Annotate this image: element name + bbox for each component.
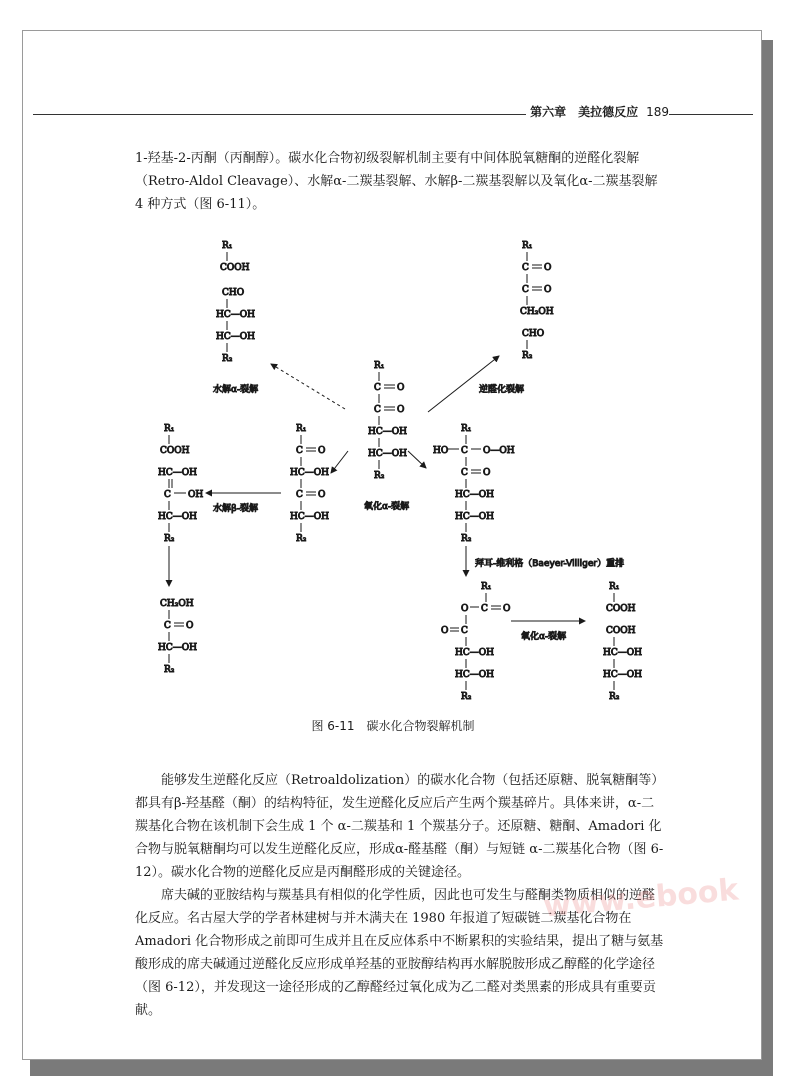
svg-text:CH₂OH: CH₂OH — [160, 599, 194, 609]
svg-text:C: C — [374, 383, 381, 393]
svg-text:CHO: CHO — [522, 329, 545, 339]
svg-text:O: O — [503, 604, 511, 614]
paragraph-2: 能够发生逆醛化反应（Retroaldolization）的碳水化合物（包括还原糖、脱氧糖酮等）都具有β-羟基醛（酮）的结构特征，发生逆醛化反应后产生两个羰基碎片。具体来讲，α-二羰基化合物在该机制下会生成 1 个 α-二羰基和 1 个羰基分子。还原糖、糖酮、Amadori 化合物与脱氧糖酮均可以发生逆醛化反应，形成α-醛基醛（酮）与短链 α-二羰基化合物（图 6-12）。碳水化合物的逆醛化反应是丙酮醛形成的关键途径。 — [135, 773, 665, 880]
svg-text:R₂: R₂ — [522, 351, 533, 361]
svg-text:HC—OH: HC—OH — [368, 427, 407, 437]
svg-text:C: C — [296, 490, 303, 500]
svg-text:OH: OH — [188, 490, 204, 500]
svg-text:C: C — [296, 446, 303, 456]
label-baeyer-villiger: 拜耳-维利格（Baeyer-Villiger）重排 — [475, 559, 625, 569]
svg-text:O: O — [544, 285, 552, 295]
svg-text:R₁: R₁ — [222, 241, 233, 251]
svg-text:O: O — [186, 621, 194, 631]
svg-text:COOH: COOH — [606, 626, 636, 636]
svg-text:HC—OH: HC—OH — [216, 310, 255, 320]
product-retro-aldol — [520, 241, 554, 361]
page-number: 189 — [646, 105, 669, 119]
svg-text:R₁: R₁ — [481, 582, 492, 592]
svg-text:COOH: COOH — [606, 604, 636, 614]
svg-text:C: C — [374, 405, 381, 415]
svg-text:O: O — [318, 490, 326, 500]
svg-text:R₁: R₁ — [461, 424, 472, 434]
svg-text:C: C — [461, 626, 468, 636]
svg-text:R₂: R₂ — [461, 534, 472, 544]
svg-text:C: C — [522, 285, 529, 295]
svg-text:C: C — [481, 604, 488, 614]
chapter-title: 第六章 美拉德反应 — [530, 105, 639, 119]
arrow-to-beta — [331, 451, 348, 473]
product-hydrolysis-beta — [158, 424, 203, 675]
ester-intermediate — [441, 582, 510, 702]
svg-text:O: O — [461, 604, 469, 614]
svg-text:C: C — [461, 446, 468, 456]
svg-text:HC—OH: HC—OH — [455, 648, 494, 658]
svg-text:COOH: COOH — [160, 446, 190, 456]
svg-text:O: O — [544, 263, 552, 273]
svg-text:O: O — [441, 626, 449, 636]
svg-text:R₁: R₁ — [164, 424, 175, 434]
svg-text:R₁: R₁ — [522, 241, 533, 251]
label-retro-aldol: 逆醛化裂解 — [479, 385, 525, 395]
svg-text:O: O — [397, 405, 405, 415]
beta-dicarbonyl-intermediate — [290, 424, 329, 544]
svg-text:HO: HO — [433, 446, 449, 456]
atom-r1: R₁ — [374, 361, 385, 371]
hydroperoxide-intermediate — [433, 424, 515, 544]
svg-text:O—OH: O—OH — [483, 446, 515, 456]
arrow-oxidation-alpha — [408, 451, 426, 468]
svg-text:COOH: COOH — [220, 263, 250, 273]
svg-text:HC—OH: HC—OH — [368, 449, 407, 459]
figure-caption: 图 6-11 碳水化合物裂解机制 — [311, 719, 475, 733]
svg-text:HC—OH: HC—OH — [158, 468, 197, 478]
svg-text:C: C — [164, 621, 171, 631]
paragraph-3: 席夫碱的亚胺结构与羰基具有相似的化学性质，因此也可发生与醛酮类物质相似的逆醛化反应。名古屋大学的学者林建树与并木满夫在 1980 年报道了短碳链二羰基化合物在 Amadori 化合物形成之前即可生成并且在反应体系中不断累积的实验结果，提出了糖与氨基酸形成的席夫碱通过逆醛化反应形成单羟基的亚胺醇结构再水解脱胺形成乙醇醛的化学途径（图 6-12），并发现这一途径形成的乙醇醛经过氧化成为乙二醛对类黑素的形成具有重要贡献。 — [135, 888, 664, 1018]
svg-text:CH₂OH: CH₂OH — [520, 307, 554, 317]
svg-text:HC—OH: HC—OH — [158, 643, 197, 653]
svg-text:R₂: R₂ — [461, 692, 472, 702]
product-hydrolysis-alpha — [216, 241, 255, 364]
label-hydrolysis-beta: 水解β-裂解 — [213, 504, 258, 514]
svg-text:HC—OH: HC—OH — [455, 490, 494, 500]
svg-text:R₁: R₁ — [296, 424, 307, 434]
svg-text:R₁: R₁ — [609, 582, 620, 592]
svg-text:O: O — [397, 383, 405, 393]
svg-text:R₂: R₂ — [222, 354, 233, 364]
svg-text:C: C — [461, 468, 468, 478]
svg-text:R₂: R₂ — [374, 471, 385, 481]
paragraph-1: 1-羟基-2-丙酮（丙酮醇）。碳水化合物初级裂解机制主要有中间体脱氧糖酮的逆醛化裂解（Retro-Aldol Cleavage）、水解α-二羰基裂解、水解β-二羰基裂解以及氧化α-二羰基裂解 4 种方式（图 6-11）。 — [135, 151, 658, 212]
svg-text:C: C — [164, 490, 171, 500]
svg-text:C: C — [522, 263, 529, 273]
svg-text:HC—OH: HC—OH — [455, 670, 494, 680]
svg-text:CHO: CHO — [222, 288, 245, 298]
svg-text:HC—OH: HC—OH — [603, 670, 642, 680]
svg-text:HC—OH: HC—OH — [216, 332, 255, 342]
product-oxidation-alpha — [603, 582, 642, 702]
svg-text:HC—OH: HC—OH — [603, 648, 642, 658]
label-hydrolysis-alpha: 水解α-裂解 — [213, 385, 259, 395]
svg-text:HC—OH: HC—OH — [290, 468, 329, 478]
svg-text:R₂: R₂ — [164, 534, 175, 544]
label-oxidation-alpha-1: 氧化α-裂解 — [364, 502, 410, 512]
watermark: www.ebook — [541, 872, 740, 925]
book-page — [22, 30, 762, 1060]
svg-text:HC—OH: HC—OH — [455, 512, 494, 522]
svg-text:HC—OH: HC—OH — [290, 512, 329, 522]
svg-text:HC—OH: HC—OH — [158, 512, 197, 522]
svg-text:R₂: R₂ — [296, 534, 307, 544]
label-oxidation-alpha-2: 氧化α-裂解 — [521, 632, 567, 642]
svg-text:R₂: R₂ — [164, 665, 175, 675]
central-deoxyosone — [368, 361, 407, 481]
arrow-hydrolysis-alpha — [271, 364, 345, 409]
arrow-retro-aldol — [428, 356, 499, 412]
svg-text:O: O — [483, 468, 491, 478]
svg-text:O: O — [318, 446, 326, 456]
cleavage-scheme — [23, 31, 763, 721]
svg-text:R₂: R₂ — [609, 692, 620, 702]
